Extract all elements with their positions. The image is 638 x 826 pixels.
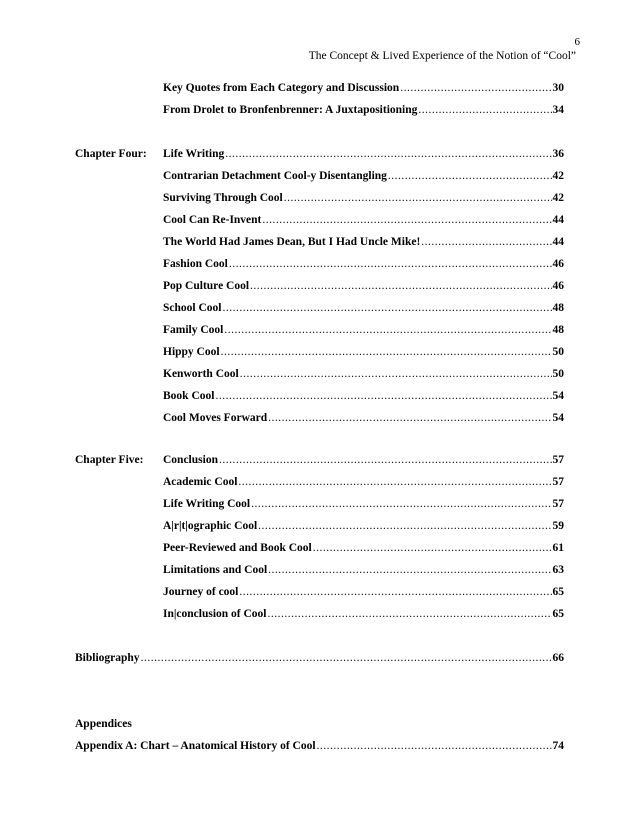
leader-dots — [284, 190, 552, 206]
leader-dots — [229, 256, 552, 272]
leader-dots — [240, 366, 552, 382]
toc-entry: Pop Culture Cool ..... 46 — [163, 278, 564, 294]
leader-dots — [222, 300, 551, 316]
leader-dots — [313, 540, 552, 556]
leader-dots — [418, 102, 551, 118]
toc-entry: Family Cool ..... 48 — [163, 322, 564, 338]
toc-entry: Academic Cool ..... 57 — [163, 474, 564, 490]
leader-dots — [388, 168, 552, 184]
toc-entry: Cool Moves Forward ..... 54 — [163, 410, 564, 426]
leader-dots — [225, 146, 551, 162]
toc-entry: Cool Can Re-Invent ..... 44 — [163, 212, 564, 228]
toc-entry: From Drolet to Bronfenbrenner: A Juxtapositioning ..... 34 — [163, 102, 564, 118]
leader-dots — [262, 212, 551, 228]
toc-entry: Peer-Reviewed and Book Cool ..... 61 — [163, 540, 564, 556]
bibliography-entry: Bibliography ..... 66 — [75, 650, 564, 666]
toc-entry: Key Quotes from Each Category and Discussion ..... 30 — [163, 80, 564, 96]
leader-dots — [258, 518, 551, 534]
toc-entry: Limitations and Cool ..... 63 — [163, 562, 564, 578]
leader-dots — [268, 562, 551, 578]
leader-dots — [221, 344, 552, 360]
chapter-five-label: Chapter Five: — [75, 454, 144, 466]
toc-entry: School Cool ..... 48 — [163, 300, 564, 316]
leader-dots — [238, 474, 551, 490]
chapter-five-entry: Conclusion ..... 57 — [163, 452, 564, 468]
toc-entry: Journey of cool ..... 65 — [163, 584, 564, 600]
toc-entry: Surviving Through Cool ..... 42 — [163, 190, 564, 206]
toc-entry: Kenworth Cool ..... 50 — [163, 366, 564, 382]
leader-dots — [219, 452, 552, 468]
leader-dots — [215, 388, 551, 404]
leader-dots — [268, 410, 551, 426]
leader-dots — [268, 606, 552, 622]
toc-entry: Life Writing Cool ..... 57 — [163, 496, 564, 512]
leader-dots — [317, 738, 552, 754]
chapter-four-entry: Life Writing ..... 36 — [163, 146, 564, 162]
toc-entry: Contrarian Detachment Cool-y Disentangling ..... 42 — [163, 168, 564, 184]
leader-dots — [251, 496, 551, 512]
toc-entry: The World Had James Dean, But I Had Uncle Mike! ..... 44 — [163, 234, 564, 250]
appendices-heading: Appendices — [75, 718, 132, 730]
appendix-a-entry: Appendix A: Chart – Anatomical History of Cool ..... 74 — [75, 738, 564, 754]
leader-dots — [421, 234, 551, 250]
chapter-four-label: Chapter Four: — [75, 148, 147, 160]
leader-dots — [224, 322, 551, 338]
toc-entry: In|conclusion of Cool ..... 65 — [163, 606, 564, 622]
toc-entry: A|r|t|ographic Cool ..... 59 — [163, 518, 564, 534]
page-number: 6 — [574, 36, 580, 48]
leader-dots — [250, 278, 551, 294]
leader-dots — [239, 584, 551, 600]
toc-entry: Hippy Cool ..... 50 — [163, 344, 564, 360]
leader-dots — [400, 80, 551, 96]
toc-entry: Book Cool ..... 54 — [163, 388, 564, 404]
toc-entry: Fashion Cool ..... 46 — [163, 256, 564, 272]
running-head: The Concept & Lived Experience of the Notion of “Cool” — [308, 50, 576, 62]
leader-dots — [141, 650, 552, 666]
